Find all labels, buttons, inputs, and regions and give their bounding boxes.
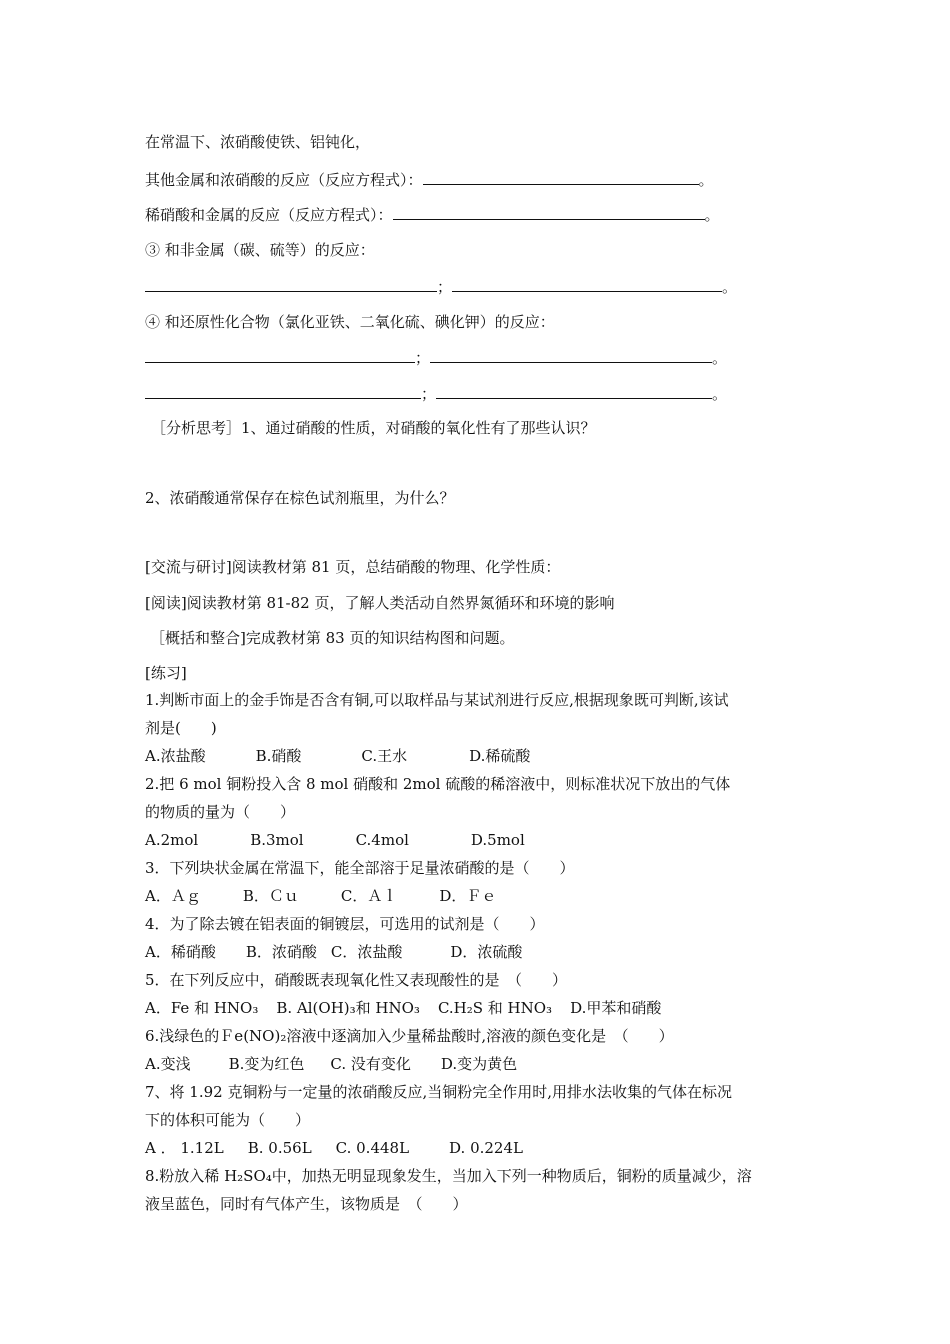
question-8-line-2: 液呈蓝色，同时有气体产生，该物质是 （ ） [145,1195,468,1213]
option[interactable]: C．Ａｌ [340,887,398,905]
option[interactable]: A．Ａｇ [145,887,201,905]
option[interactable]: B. Al(OH)₃和 HNO₃ [276,999,420,1017]
answer-blank[interactable] [430,348,712,363]
question-3-options [145,886,496,906]
option[interactable]: C.4mol [355,831,409,849]
question-7-line-1: 7、将 1.92 克铜粉与一定量的浓硝酸反应,当铜粉完全作用时,用排水法收集的气体在标况 [145,1083,733,1101]
analysis-question-1: ［分析思考］1、通过硝酸的性质，对硝酸的氧化性有了那些认识？ [151,419,596,437]
reducing-compound-heading: ④ 和还原性化合物（氯化亚铁、二氧化硫、碘化钾）的反应： [145,313,555,331]
option[interactable]: B. 0.56L [247,1139,312,1157]
answer-blank[interactable] [145,384,421,399]
discussion-line: [交流与研讨]阅读教材第 81 页，总结硝酸的物理、化学性质： [145,558,561,576]
question-6-options [145,1054,517,1074]
question-1-line-2: 剂是( ) [145,719,217,737]
answer-blank[interactable] [436,384,712,399]
answer-blank[interactable] [452,277,722,292]
option[interactable]: C. 没有变化 [330,1055,411,1073]
question-7-options [145,1138,523,1158]
option[interactable]: D．Ｆｅ [439,887,497,905]
question-6: 6.浅绿色的Ｆe(NO)₂溶液中逐滴加入少量稀盐酸时,溶液的颜色变化是 （ ） [145,1027,674,1045]
dilute-nitric-metal-line: 稀硝酸和金属的反应（反应方程式）： 。 [145,206,720,224]
option[interactable]: B.硝酸 [255,747,302,765]
reducing-answer-line-2: ； 。 [145,384,727,404]
analysis-question-2: 2、浓硝酸通常保存在棕色试剂瓶里，为什么？ [145,489,455,507]
option[interactable]: B．Ｃｕ [242,887,299,905]
option[interactable]: D.甲苯和硝酸 [570,999,662,1017]
option[interactable]: D．浓硫酸 [450,943,523,961]
question-7-line-2: 下的体积可能为（ ） [145,1111,311,1129]
option[interactable]: A．稀硝酸 [145,943,216,961]
option[interactable]: D.5mol [470,831,525,849]
option[interactable]: C．浓盐酸 [330,943,403,961]
answer-blank[interactable] [393,205,705,220]
practice-heading: [练习] [145,664,187,682]
question-1-options [145,746,530,766]
option[interactable]: A.变浅 [145,1055,191,1073]
answer-blank[interactable] [145,348,415,363]
option[interactable]: C.H₂S 和 HNO₃ [437,999,553,1017]
question-2-line-2: 的物质的量为（ ） [145,803,296,821]
summary-line: ［概括和整合]完成教材第 83 页的知识结构图和问题。 [150,629,515,647]
question-5-options [145,998,661,1018]
question-8-line-1: 8.粉放入稀 H₂SO₄中，加热无明显现象发生，当加入下列一种物质后，铜粉的质量减少，溶 [145,1167,752,1185]
option[interactable]: D.变为黄色 [440,1055,518,1073]
option[interactable]: B．浓硝酸 [245,943,317,961]
option[interactable]: C.王水 [361,747,408,765]
reading-line: [阅读]阅读教材第 81-82 页，了解人类活动自然界氮循环和环境的影响 [145,594,615,612]
conc-nitric-metal-line: 其他金属和浓硝酸的反应（反应方程式）： 。 [145,171,714,189]
question-5: 5．在下列反应中，硝酸既表现氧化性又表现酸性的是 （ ） [145,971,568,989]
nonmetal-reaction-heading: ③ 和非金属（碳、硫等）的反应： [145,241,375,259]
question-4: 4．为了除去镀在铝表面的铜镀层，可选用的试剂是（ ） [145,915,545,933]
question-3: 3．下列块状金属在常温下，能全部溶于足量浓硝酸的是（ ） [145,859,575,877]
option[interactable]: D.稀硫酸 [469,747,531,765]
answer-blank[interactable] [145,277,437,292]
nonmetal-answer-line: ； 。 [145,277,737,297]
passivation-line: 在常温下、浓硝酸使铁、铝钝化， [145,133,371,151]
reducing-answer-line-1: ； 。 [145,348,727,368]
question-4-options [145,942,522,962]
answer-blank[interactable] [423,170,699,185]
question-2-options [145,830,525,850]
question-1-line-1: 1.判断市面上的金手饰是否含有铜,可以取样品与某试剂进行反应,根据现象既可判断,该试 [145,691,729,709]
option[interactable]: B.3mol [250,831,304,849]
option[interactable]: C. 0.448L [335,1139,410,1157]
option[interactable]: A.2mol [145,831,199,849]
option[interactable]: A．Fe 和 HNO₃ [145,999,259,1017]
option[interactable]: A.浓盐酸 [145,747,206,765]
question-2-line-1: 2.把 6 mol 铜粉投入含 8 mol 硝酸和 2mol 硫酸的稀溶液中，则标准状况下放出的气体 [145,775,731,793]
option[interactable]: A ． 1.12L [145,1139,224,1157]
option[interactable]: B.变为红色 [228,1055,305,1073]
option[interactable]: D. 0.224L [449,1139,523,1157]
